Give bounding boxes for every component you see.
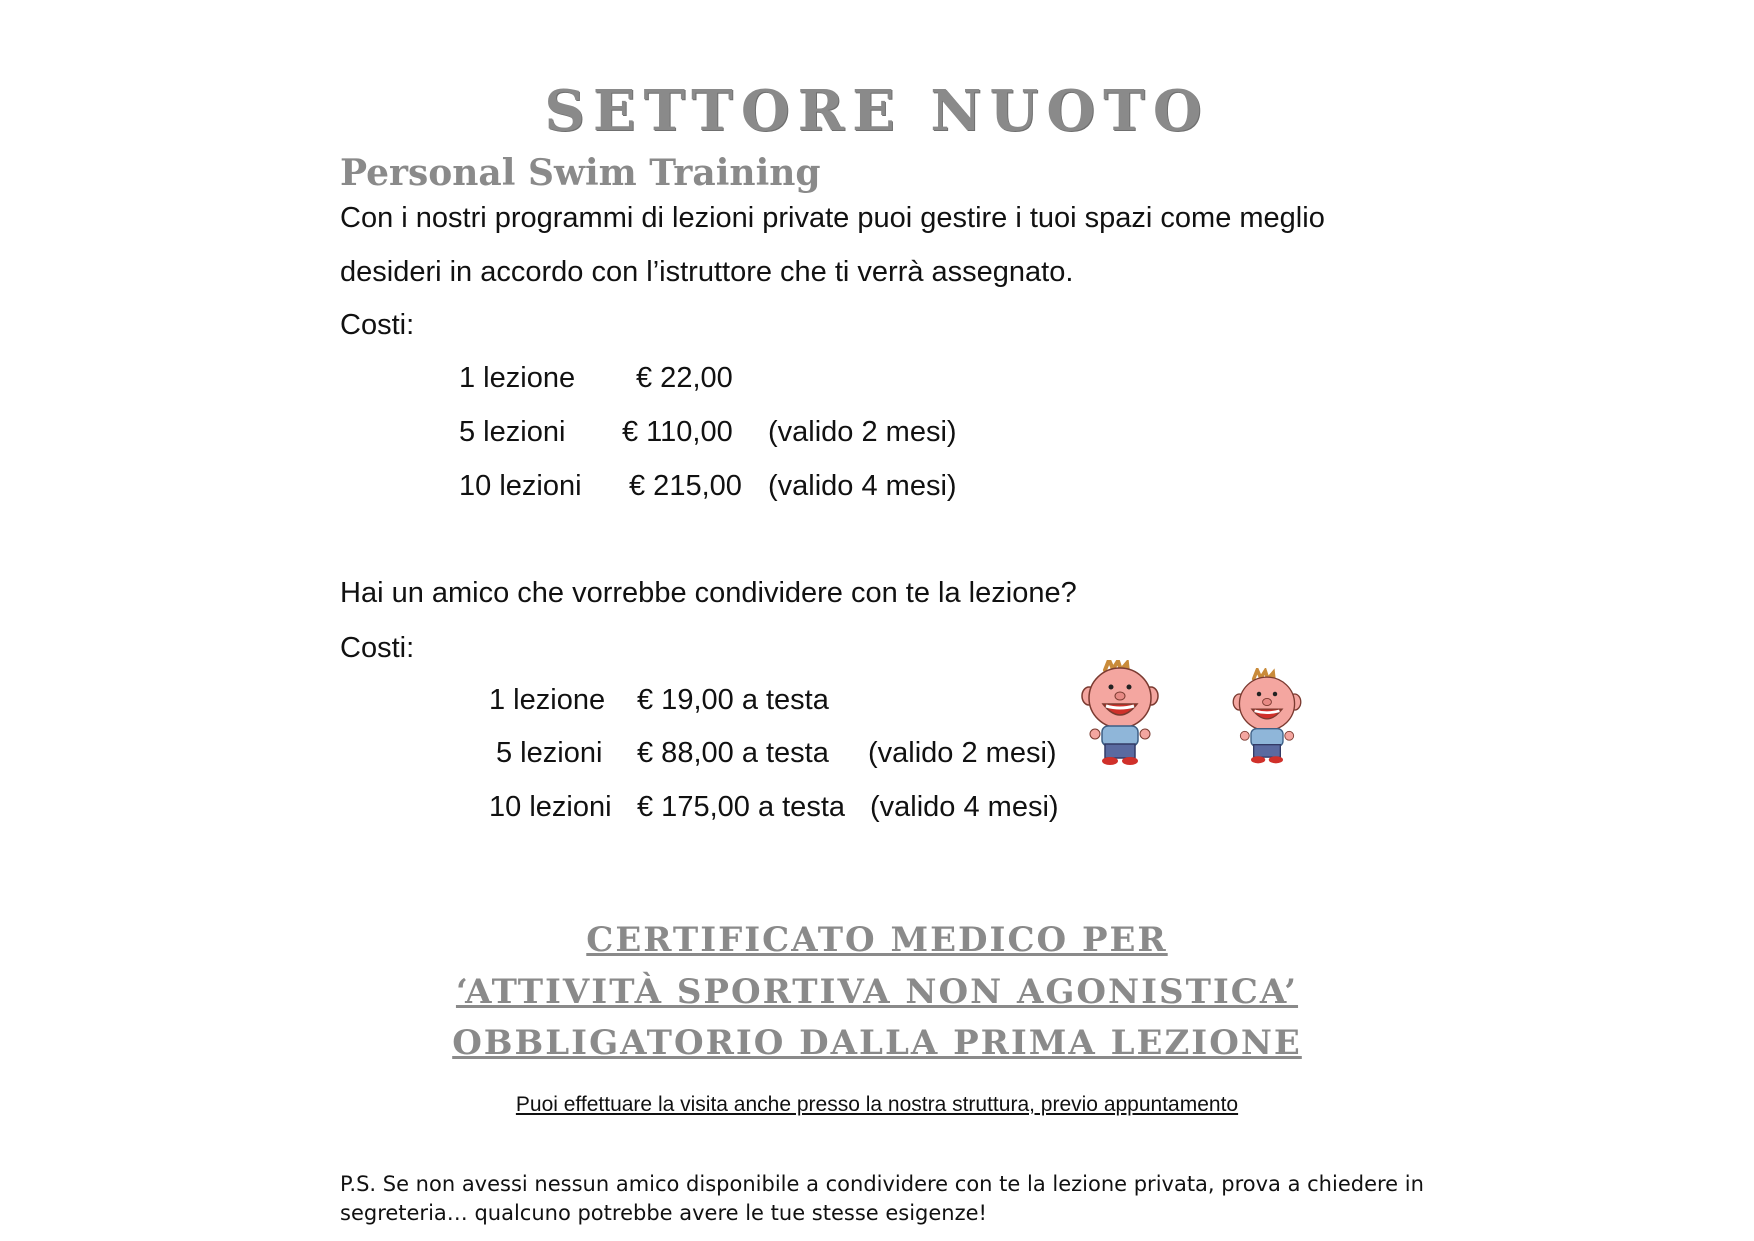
row-validity: (valido 2 mesi): [868, 737, 1057, 769]
shared-question: Hai un amico che vorrebbe condividere con te la lezione?: [340, 577, 1077, 609]
cartoon-kid-icon: [1227, 668, 1307, 768]
certificate-line-1: CERTIFICATO MEDICO PER: [586, 920, 1168, 960]
row-qty: 10 lezioni: [459, 470, 582, 502]
certificate-line-2: ‘ATTIVITÀ SPORTIVA NON AGONISTICA’: [455, 972, 1299, 1012]
shared-costs-label: Costi:: [340, 632, 415, 664]
visit-note: Puoi effettuare la visita anche presso la nostra struttura, previo appuntamento: [515, 1093, 1239, 1116]
ps-note: P.S. Se non avessi nessun amico disponibile a condividere con te la lezione privata, prova a chiedere in segreteria… qualcuno potrebbe avere le tue stesse esigenze!: [340, 1172, 1424, 1225]
page-subtitle: Personal Swim Training: [340, 152, 821, 194]
row-price: € 110,00: [622, 416, 733, 448]
row-validity: (valido 4 mesi): [768, 470, 957, 502]
row-qty: 1 lezione: [489, 684, 606, 716]
row-qty: 1 lezione: [459, 362, 576, 394]
row-qty: 10 lezioni: [489, 791, 612, 823]
row-price: € 215,00: [629, 470, 742, 502]
row-price: € 19,00 a testa: [637, 684, 829, 716]
row-qty: 5 lezioni: [459, 416, 566, 448]
row-price: € 175,00 a testa: [637, 791, 845, 823]
intro-line-2: desideri in accordo con l’istruttore che ti verrà assegnato.: [340, 256, 1074, 288]
individual-costs-label: Costi:: [340, 309, 415, 341]
row-price: € 88,00 a testa: [637, 737, 829, 769]
cartoon-kid-icon: [1075, 660, 1165, 768]
row-validity: (valido 4 mesi): [870, 791, 1059, 823]
page-title: SETTORE NUOTO: [544, 78, 1210, 144]
row-validity: (valido 2 mesi): [768, 416, 957, 448]
row-price: € 22,00: [636, 362, 733, 394]
intro-line-1: Con i nostri programmi di lezioni private puoi gestire i tuoi spazi come meglio: [340, 202, 1325, 234]
row-qty: 5 lezioni: [496, 737, 603, 769]
certificate-line-3: OBBLIGATORIO DALLA PRIMA LEZIONE: [452, 1023, 1302, 1063]
